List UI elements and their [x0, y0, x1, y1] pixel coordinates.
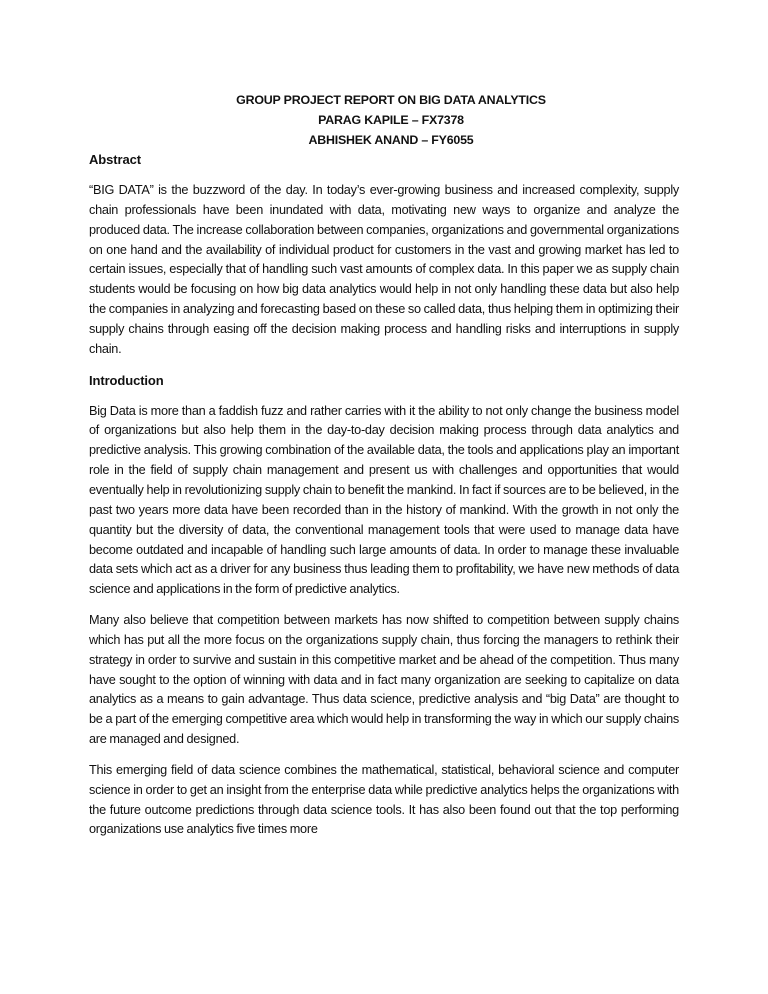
abstract-paragraph: “BIG DATA” is the buzzword of the day. In today’s ever-growing business and increased complexity, supply chain professionals have been inundated with data, motivating new ways to organize and analyze the produced data. The increase collaboration between companies, organizations and governmental organizations on one hand and the availability of individual product for customers in the vast and growing market has led to certain issues, especially that of handling such vast amounts of complex data. In this paper we as supply chain students would be focusing on how big data analytics would help in not only handling these data but also help the companies in analyzing and forecasting based on these so called data, thus helping them in optimizing their supply chains through easing off the decision making process and handling risks and interruptions in supply chain. [89, 183, 679, 356]
report-title: GROUP PROJECT REPORT ON BIG DATA ANALYTICS [236, 93, 546, 107]
document-page [89, 90, 679, 840]
title-block [89, 90, 679, 150]
introduction-paragraph-2: Many also believe that competition between markets has now shifted to competition between supply chains which has put all the more focus on the organizations supply chain, thus forcing the managers to rethink their strategy in order to survive and sustain in this competitive market and be ahead of the competition. Thus many have sought to the option of winning with data and in fact many organization are seeking to capitalize on data analytics as a means to gain advantage. Thus data science, predictive analysis and “big Data” are thought to be a part of the emerging competitive area which would help in transforming the way in which our supply chains are managed and designed. [89, 613, 679, 747]
introduction-heading: Introduction [89, 372, 164, 388]
author-2: ABHISHEK ANAND – FY6055 [308, 133, 474, 147]
introduction-paragraph-3: This emerging field of data science combines the mathematical, statistical, behavioral science and computer science in order to get an insight from the enterprise data while predictive analytics helps the organizations with the future outcome predictions through data science tools. It has also been found out that the top performing organizations use analytics five times more [89, 762, 679, 837]
introduction-paragraph-1: Big Data is more than a faddish fuzz and rather carries with it the ability to not only change the business model of organizations but also help them in the day-to-day decision making process through data analytics and predictive analysis. This growing combination of the available data, the tools and applications play an important role in the field of supply chain management and present us with challenges and opportunities that would eventually help in revolutionizing supply chain to benefit the mankind. In fact if sources are to be believed, in the past two years more data have been recorded than in the history of mankind. With the growth in not only the quantity but the diversity of data, the conventional management tools that were used to manage data have become outdated and incapable of handling such large amounts of data. In order to manage these invaluable data sets which act as a driver for any business thus leading them to profitability, we have new methods of data science and applications in the form of predictive analytics. [89, 403, 679, 597]
abstract-heading: Abstract [89, 152, 141, 167]
author-1: PARAG KAPILE – FX7378 [318, 113, 464, 127]
